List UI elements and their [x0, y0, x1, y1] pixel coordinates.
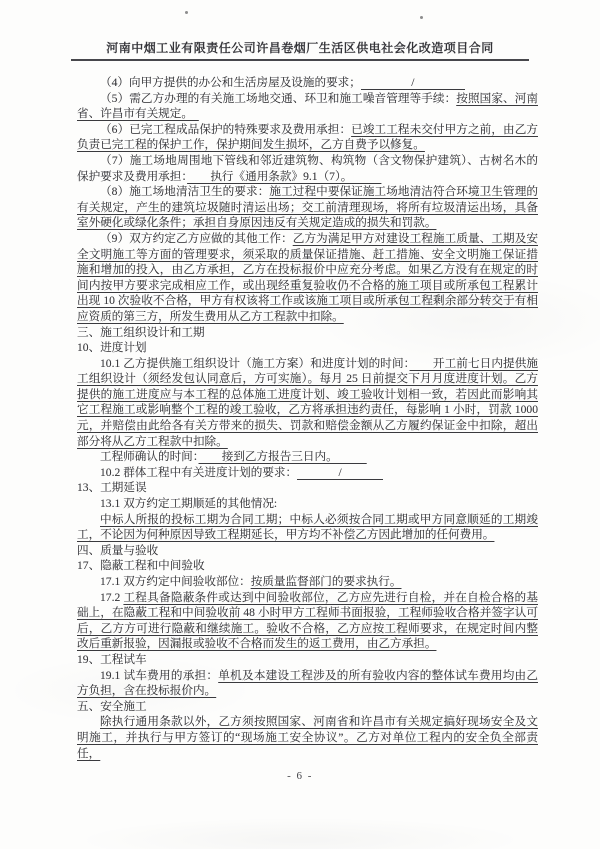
printed-text: 19.1 试车费用的承担：	[100, 668, 219, 682]
filled-in-text: /	[361, 76, 465, 90]
printed-text: （5）需乙方办理的有关施工场地交通、环卫和施工噪音管理等手续：	[100, 91, 457, 105]
paragraph-13	[77, 496, 538, 512]
paragraph-3	[77, 122, 538, 153]
filled-in-text: 按质量监督部门的要求执行。	[250, 575, 402, 588]
paragraph-14	[77, 512, 538, 543]
scan-speck	[420, 16, 423, 19]
filled-in-text: 已竣工工程未交付甲方之前，由乙方负责已完工程的保护工作，保护期间发生损坏，乙方自费予以修复。	[77, 122, 538, 152]
printed-text: （4）向甲方提供的办公和生活房屋及设施的要求；	[100, 76, 361, 89]
printed-text: 工程师确认的时间：	[100, 450, 199, 464]
filled-in-text: 按照国家、河南省、许昌市有关规定。	[77, 91, 538, 121]
filled-in-text: /	[297, 466, 383, 480]
filled-in-text: 执行《通用条款》9.1（7）。	[187, 169, 382, 183]
filled-in-text: 乙方为满足甲方对建设工程施工质量、工期及安全文明施工等方面的管理要求，须采取的质量保证措施、赶工措施、安全文明施工保证措施和增加的投入，由乙方承担，乙方在投标报价中应充分考虑。如果乙方没有在规定的时间内按甲方要求完成相应工作，或出现经重复验收仍不合格的施工项目或所承包工程累计出现 10 次验收不合格，甲方有权该将工作或该施工项目或所承包工程剩余部分转交于有相应资质的第三方，所发生费用从乙方工程款中扣除。	[77, 231, 538, 323]
paragraph-22	[77, 714, 538, 761]
document-header-title: 河南中烟工业有限责任公司许昌卷烟厂生活区供电社会化改造项目合同	[106, 41, 494, 55]
page-number: - 6 -	[287, 770, 313, 782]
printed-text: （6）已完工程成品保护的特殊要求及费用承担：	[100, 122, 352, 136]
filled-in-text: 施工过程中要保证施工场地清洁符合环境卫生管理的有关规定，产生的建筑垃圾随时清运出场；交工前清理现场，将所有垃圾清运出场，具备室外硬化或绿化条件；承担自身原因违反有关规定造成的损失和罚款。	[77, 185, 538, 230]
paragraph-1	[77, 75, 538, 91]
filled-in-text: 单机及本建设工程涉及的所有验收内容的整体试车费用均由乙方负担，含在投标报价内。	[77, 668, 538, 698]
printed-text: （9）双方约定乙方应做的其他工作：	[100, 231, 293, 245]
paragraph-19	[77, 652, 538, 668]
document-body	[0, 61, 600, 761]
paragraph-18	[77, 590, 538, 652]
filled-in-text: 接到乙方报告三日内。	[198, 450, 367, 464]
printed-text: 13、工期延误	[77, 481, 147, 495]
paragraph-12	[77, 480, 538, 496]
scan-speck	[185, 11, 188, 14]
printed-text: （7）施工场地周围地下管线和邻近建筑物、构筑物（含文物保护建筑）、古树名木的保护要求及费用承担：	[77, 153, 538, 183]
filled-in-text: 开工前七日内提供施工组织设计（须经发包认同意后，方可实施）。每月 25 日前提交下月月度进度计划。乙方提供的施工进度应与本工程的总体施工进度计划、竣工验收计划相一致，若因此而影响其它工程施工或影响整个工程的竣工验收，乙方将承担违约责任，每影响 1 小时，罚款 1000 元，并赔偿由此给各有关方带来的损失、罚款和赔偿金额从乙方履约保证金中扣除，超出部分将从乙方工程款中扣除。	[77, 356, 538, 448]
printed-text: 17、隐蔽工程和中间验收	[77, 559, 205, 573]
printed-text: 13.1 双方约定工期顺延的其他情况:	[100, 497, 278, 511]
paragraph-7	[77, 325, 538, 341]
paragraph-21	[77, 699, 538, 715]
paragraph-5	[77, 184, 538, 231]
filled-in-text: 除执行通用条款以外，乙方须按照国家、河南省和许昌市有关规定搞好现场安全及文明施工，并执行与甲方签订的“现场施工安全协议”。乙方对单位工程内的安全负全部责任，	[77, 715, 538, 760]
paragraph-11	[77, 465, 538, 481]
printed-text: 17.1 双方约定中间验收部位：	[100, 575, 251, 588]
filled-in-text: 工程具备隐蔽条件或达到中间验收部位，乙方应先进行自检，并在自检合格的基础上，在隐蔽工程和中间验收前 48 小时甲方工程师书面报验，工程师验收合格并签字认可后，乙方方可进行隐蔽和继续施工。验收不合格，乙方应按工程师要求，在规定时间内整改后重新报验，因漏报或验收不合格而发生的返工费用，由乙方承担。	[77, 590, 538, 651]
printed-text: 10、进度计划	[77, 341, 147, 355]
paragraph-16	[77, 558, 538, 574]
filled-in-text: 中标人所报的投标工期为合同工期；中标人必须按合同工期或甲方同意顺延的工期竣工，不论因为何种原因导致工程期延长，甲方均不补偿乙方因此增加的任何费用。	[77, 512, 538, 542]
printed-text: 19、工程试车	[77, 652, 147, 666]
paragraph-15	[77, 543, 538, 559]
paragraph-17	[77, 574, 538, 590]
paragraph-10	[77, 449, 538, 465]
printed-text: 10.1 乙方提供施工组织设计（施工方案）和进度计划的时间：	[100, 356, 410, 370]
printed-text: 三、施工组织设计和工期	[77, 325, 205, 339]
paragraph-20	[77, 668, 538, 699]
printed-text: （8）施工场地清洁卫生的要求：	[100, 185, 270, 199]
paragraph-4	[77, 153, 538, 184]
printed-text: 17.2	[100, 590, 124, 604]
printed-text: 五、安全施工	[77, 699, 147, 713]
paragraph-6	[77, 231, 538, 325]
paragraph-9	[77, 356, 538, 450]
paragraph-2	[77, 91, 538, 122]
paragraph-8	[77, 340, 538, 356]
printed-text: 10.2 群体工程中有关进度计划的要求：	[100, 465, 298, 479]
printed-text: 四、质量与验收	[77, 543, 159, 557]
